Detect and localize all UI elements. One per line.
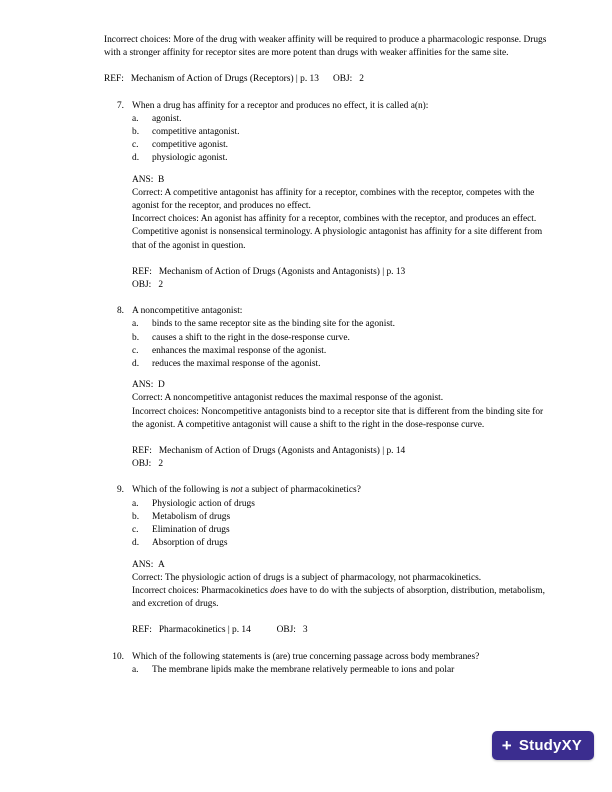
obj-label: OBJ: bbox=[276, 625, 296, 636]
ans-label: ANS: bbox=[132, 559, 154, 570]
choice-item[interactable] bbox=[132, 126, 556, 139]
obj-value: 2 bbox=[158, 459, 163, 470]
choice-item[interactable] bbox=[132, 664, 556, 677]
incorrect-explanation: Incorrect choices: An agonist has affinity for a receptor, combines with the receptor, and produces an effect. Competitive agonist is nonsensical terminology. A physiologic antagonist has affinity for a site different from that of the agonist in question. bbox=[132, 214, 543, 251]
ans-value: D bbox=[158, 380, 165, 391]
choice-letter: d. bbox=[132, 359, 140, 370]
correct-explanation: Correct: A competitive antagonist has affinity for a receptor, combines with the receptor, competes with the agonist for the receptor, and produces no effect. bbox=[132, 187, 535, 212]
ref-label: REF: bbox=[132, 446, 152, 457]
question-stem bbox=[132, 484, 556, 497]
choice-item[interactable] bbox=[132, 345, 556, 358]
choice-text: The membrane lipids make the membrane relatively permeable to ions and polar bbox=[152, 664, 455, 675]
choice-letter: c. bbox=[132, 345, 139, 356]
choice-text: competitive antagonist. bbox=[152, 127, 240, 138]
ans-value: B bbox=[158, 174, 165, 185]
correct-explanation: Correct: The physiologic action of drugs is a subject of pharmacology, not pharmacokinetics. bbox=[132, 572, 482, 583]
ref-value: Mechanism of Action of Drugs (Agonists and Antagonists) | p. 14 bbox=[158, 446, 406, 457]
reference-line bbox=[132, 445, 556, 458]
reference-line bbox=[132, 266, 556, 279]
question-stem: A noncompetitive antagonist: bbox=[132, 306, 243, 317]
answer-block bbox=[132, 559, 556, 612]
answer-block bbox=[132, 174, 556, 253]
choice-item[interactable] bbox=[132, 332, 556, 345]
choice-item[interactable] bbox=[132, 537, 556, 550]
answer-line bbox=[132, 174, 556, 187]
choice-text: Elimination of drugs bbox=[152, 525, 230, 536]
incorrect-explanation: Incorrect choices: Noncompetitive antagonists bind to a receptor site that is different from the binding site for the agonist. A competitive antagonist will cause a shift to the right in the dose-response curve. bbox=[132, 406, 544, 430]
question-stem: When a drug has affinity for a receptor and produces no effect, it is called a(n): bbox=[132, 100, 429, 111]
choice-list bbox=[132, 664, 556, 677]
obj-value: 2 bbox=[158, 280, 163, 291]
obj-label: OBJ: bbox=[132, 280, 152, 291]
obj-label: OBJ: bbox=[332, 74, 353, 85]
answer-line bbox=[132, 559, 556, 572]
ans-label: ANS: bbox=[132, 174, 154, 185]
choice-item[interactable] bbox=[132, 113, 556, 126]
choice-letter: c. bbox=[132, 140, 139, 151]
choice-item[interactable] bbox=[132, 511, 556, 524]
choice-text: physiologic agonist. bbox=[152, 153, 228, 164]
watermark-badge[interactable] bbox=[492, 731, 594, 760]
ans-value: A bbox=[158, 559, 165, 570]
question-number: 7. bbox=[116, 100, 124, 111]
ref-label: REF: bbox=[132, 625, 152, 636]
obj-value: 2 bbox=[359, 74, 364, 85]
question-block-10 bbox=[104, 651, 556, 677]
choice-letter: a. bbox=[132, 319, 139, 330]
choice-letter: b. bbox=[132, 332, 140, 343]
choice-list bbox=[132, 318, 556, 371]
choice-letter: a. bbox=[132, 113, 139, 124]
reference-line bbox=[104, 73, 556, 86]
choice-text: enhances the maximal response of the agonist. bbox=[152, 345, 327, 356]
choice-text: agonist. bbox=[152, 113, 182, 124]
choice-letter: d. bbox=[132, 153, 140, 164]
answer-line bbox=[132, 379, 556, 392]
choice-text: reduces the maximal response of the agonist. bbox=[152, 359, 321, 370]
ref-value: Mechanism of Action of Drugs (Receptors) | p. 13 bbox=[130, 74, 319, 85]
incorrect-choices-paragraph: Incorrect choices: More of the drug with weaker affinity will be required to produce a pharmacologic response. Drugs with a stronger affinity for receptor sites are more potent than drugs with weaker affinities for the same site. bbox=[104, 35, 547, 59]
objective-line bbox=[132, 458, 556, 471]
choice-letter: a. bbox=[132, 498, 139, 509]
choice-letter: d. bbox=[132, 538, 140, 549]
incorrect-emphasis: does bbox=[270, 585, 288, 596]
answer-block bbox=[132, 379, 556, 432]
choice-text: Physiologic action of drugs bbox=[152, 498, 255, 509]
incorrect-post: have to do with the subjects of absorption, distribution, metabolism, and excretion of drugs. bbox=[132, 585, 545, 610]
page-content bbox=[104, 34, 556, 677]
choice-text: binds to the same receptor site as the binding site for the agonist. bbox=[152, 319, 395, 330]
choice-item[interactable] bbox=[132, 152, 556, 165]
question-block-8 bbox=[104, 305, 556, 471]
plus-icon: + bbox=[501, 736, 512, 755]
choice-letter: b. bbox=[132, 511, 140, 522]
choice-item[interactable] bbox=[132, 358, 556, 371]
question-number: 9. bbox=[116, 485, 124, 496]
question-block-9 bbox=[104, 484, 556, 637]
reference-line bbox=[132, 624, 556, 637]
choice-list bbox=[132, 113, 556, 166]
choice-text: causes a shift to the right in the dose-response curve. bbox=[152, 332, 350, 343]
objective-line bbox=[132, 279, 556, 292]
choice-item[interactable] bbox=[132, 318, 556, 331]
choice-item[interactable] bbox=[132, 139, 556, 152]
choice-text: competitive agonist. bbox=[152, 140, 229, 151]
incorrect-pre: Incorrect choices: Pharmacokinetics bbox=[132, 585, 271, 596]
correct-explanation: Correct: A noncompetitive antagonist reduces the maximal response of the agonist. bbox=[132, 393, 444, 404]
question-stem-pre: Which of the following is bbox=[132, 485, 231, 496]
question-number: 8. bbox=[116, 306, 124, 317]
question-stem-post: a subject of pharmacokinetics? bbox=[242, 485, 361, 496]
choice-text: Absorption of drugs bbox=[152, 538, 228, 549]
ref-label: REF: bbox=[132, 266, 152, 277]
choice-item[interactable] bbox=[132, 524, 556, 537]
obj-label: OBJ: bbox=[132, 459, 152, 470]
ref-value: Mechanism of Action of Drugs (Agonists and Antagonists) | p. 13 bbox=[158, 266, 406, 277]
choice-text: Metabolism of drugs bbox=[152, 511, 231, 522]
question-block-7 bbox=[104, 100, 556, 293]
choice-item[interactable] bbox=[132, 498, 556, 511]
choice-list bbox=[132, 498, 556, 551]
question-number: 10. bbox=[112, 651, 124, 662]
choice-letter: c. bbox=[132, 525, 139, 536]
choice-letter: a. bbox=[132, 664, 139, 675]
top-continuation-block bbox=[104, 34, 556, 87]
incorrect-explanation bbox=[132, 585, 556, 611]
ref-label: REF: bbox=[104, 74, 124, 85]
brand-label: StudyXY bbox=[518, 737, 582, 754]
question-stem: Which of the following statements is (are) true concerning passage across body membranes? bbox=[132, 651, 480, 662]
obj-value: 3 bbox=[302, 625, 308, 636]
question-stem-emphasis: not bbox=[230, 485, 243, 496]
ans-label: ANS: bbox=[132, 380, 154, 391]
ref-value: Pharmacokinetics | p. 14 bbox=[158, 625, 251, 636]
choice-letter: b. bbox=[132, 127, 140, 138]
